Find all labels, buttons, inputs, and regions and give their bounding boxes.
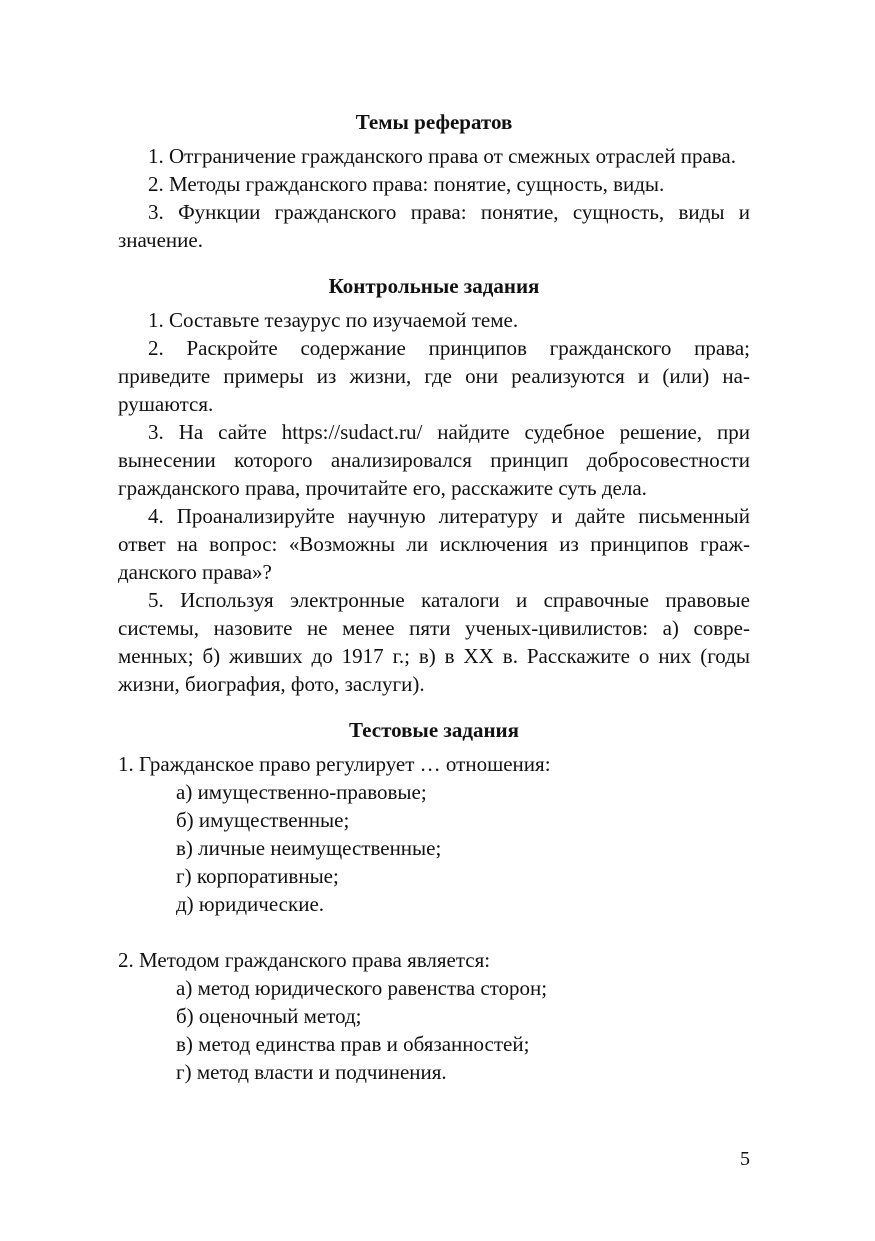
section-heading-essay-topics: Темы рефератов	[355, 110, 513, 134]
section-heading-test-tasks: Тестовые задания	[348, 718, 520, 742]
essay-topic-item: 2. Методы гражданского права: понятие, сущность, виды.	[148, 172, 665, 196]
test-question: 2. Методом гражданского права является:	[118, 948, 491, 972]
essay-topic-item: 3. Функции гражданского права: понятие, сущность, виды и значение.	[118, 200, 750, 252]
test-option: в) личные неимущественные;	[176, 836, 442, 860]
test-option: б) оценочный метод;	[176, 1004, 362, 1028]
test-option: г) метод власти и подчинения.	[176, 1060, 447, 1084]
test-option: а) метод юридического равенства сторон;	[176, 976, 548, 1000]
essay-topic-item: 1. Отграничение гражданского права от смежных отраслей права.	[148, 144, 736, 168]
section-heading-control-tasks: Контрольные задания	[328, 274, 540, 298]
test-question: 1. Гражданское право регулирует … отношения:	[118, 752, 551, 776]
test-option: б) имущественные;	[176, 808, 350, 832]
control-task-item: 4. Проанализируйте научную литературу и дайте письменный ответ на вопрос: «Возможны ли исключения из принципов гражданского права»?	[118, 504, 750, 584]
control-task-item: 2. Раскройте содержание принципов гражданского права; приведите примеры из жизни, где они реализуются и (или) нарушаются.	[118, 336, 750, 416]
page-number: 5	[740, 1148, 750, 1170]
control-task-item: 1. Составьте тезаурус по изучаемой теме.	[148, 308, 519, 332]
control-task-item: 3. На сайте https://sudact.ru/ найдите судебное решение, при вынесении которого анализировался принцип добросовестности гражданского права, прочитайте его, расскажите суть дела.	[118, 420, 750, 500]
control-task-item: 5. Используя электронные каталоги и справочные правовые системы, назовите не менее пяти ученых-цивилистов: а) современных; б) живших до 1917 г.; в) в XX в. Расскажите о них (годы жизни, биография, фото, заслуги).	[118, 588, 750, 696]
test-option: г) корпоративные;	[176, 864, 339, 888]
test-option: а) имущественно-правовые;	[176, 780, 427, 804]
test-option: в) метод единства прав и обязанностей;	[176, 1032, 530, 1056]
document-page	[118, 108, 750, 1086]
test-option: д) юридические.	[176, 892, 325, 916]
question-spacer	[118, 918, 750, 946]
